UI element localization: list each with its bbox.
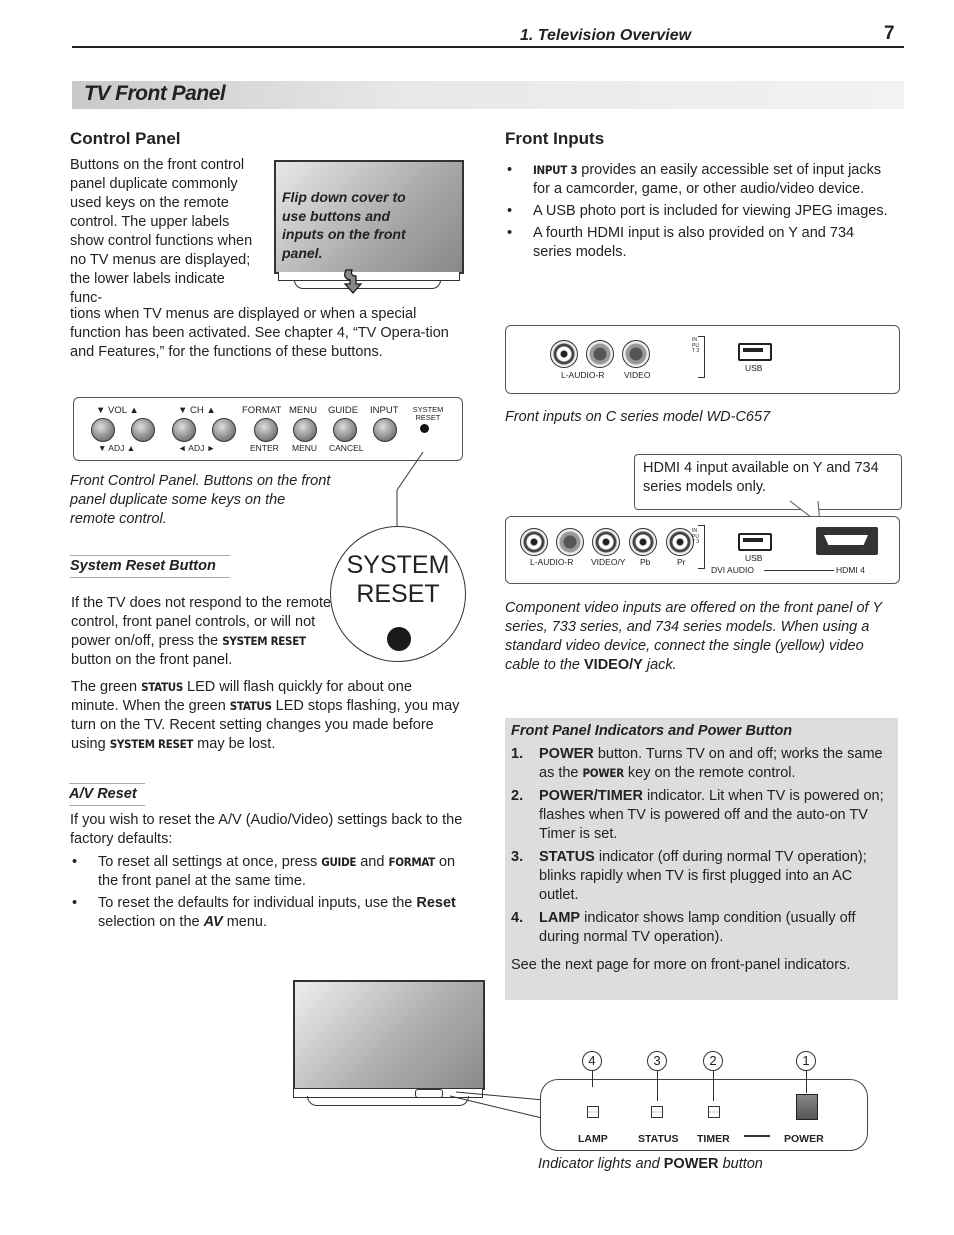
av-reset-intro: If you wish to reset the A/V (Audio/Video) settings back to the factory defaults: <box>70 812 463 847</box>
system-reset-callout <box>330 526 466 662</box>
system-reset-callout-label: SYSTEM RESET <box>346 551 450 608</box>
control-panel-heading: Control Panel <box>70 129 181 148</box>
callout-num-3: 3 <box>647 1051 667 1071</box>
hdmi-port <box>816 527 878 555</box>
timer-label: TIMER <box>697 1133 730 1145</box>
callout-num-2: 2 <box>703 1051 723 1071</box>
panel-vol-label: ▼ VOL ▲ <box>96 405 139 416</box>
header-rule <box>72 46 904 48</box>
ch-down-button[interactable] <box>172 418 196 442</box>
system-reset-key: SYSTEM RESET <box>222 634 306 648</box>
c-usb-label: USB <box>745 363 763 373</box>
panel-ch-label: ▼ CH ▲ <box>178 405 216 416</box>
panel-system-reset-label: SYSTEM RESET <box>412 405 444 422</box>
indicators-footer: See the next page for more on front-panel indicators. <box>511 957 851 973</box>
front-inputs-item-1: • INPUT 3 provides an easily accessible set of input jacks for a camcorder, game, or other audio/video device. <box>505 161 895 199</box>
front-inputs-item-2: • A USB photo port is included for viewing JPEG images. <box>505 202 895 221</box>
y-series-input-panel <box>505 516 900 584</box>
control-panel-intro-cont: tions when TV menus are displayed or when a special function has been activated. See chapter 4, “TV Opera-tion and Features,” for the functions of these buttons. <box>70 306 449 360</box>
panel-format-label: FORMAT <box>242 405 282 416</box>
y-hdmi-label: HDMI 4 <box>836 565 865 575</box>
y-audio-l-jack <box>520 528 548 556</box>
indicator-item-status: 3. STATUS indicator (off during normal TV operation); blinks rapidly when TV is first plugged into an AC outlet. <box>511 849 867 903</box>
front-inputs-list <box>505 161 895 265</box>
panel-enter-label: ENTER <box>250 443 279 453</box>
power-label: POWER <box>784 1133 824 1145</box>
status-indicator <box>651 1106 663 1118</box>
c-series-caption: Front inputs on C series model WD-C657 <box>505 409 771 425</box>
audio-l-jack <box>550 340 578 368</box>
lamp-indicator <box>587 1106 599 1118</box>
y-video-label: VIDEO/Y <box>591 557 626 567</box>
y-pr-jack <box>666 528 694 556</box>
system-reset-button[interactable] <box>420 424 429 433</box>
menu-button[interactable] <box>293 418 317 442</box>
panel-adj1-label: ▼ ADJ ▲ <box>98 443 136 453</box>
panel-adj2-label: ◄ ADJ ► <box>178 443 216 453</box>
hdmi-callout <box>634 454 902 510</box>
control-panel-caption: Front Control Panel. Buttons on the front panel duplicate some keys on the remote control. <box>70 473 331 527</box>
c-input3-label: INPUT 3 <box>692 337 700 354</box>
page-number: 7 <box>884 23 895 44</box>
indicator-caption: Indicator lights and POWER button <box>538 1156 763 1172</box>
input-button[interactable] <box>373 418 397 442</box>
av-reset-item-2: • To reset the defaults for individual inputs, use the Reset selection on the AV menu. <box>70 894 465 932</box>
y-video-jack <box>592 528 620 556</box>
chapter-title: 1. Television Overview <box>520 27 692 44</box>
y-input3-label: INPUT 3 <box>692 528 700 545</box>
vol-up-button[interactable] <box>131 418 155 442</box>
av-reset-subhead: A/V Reset <box>69 783 145 806</box>
audio-r-jack <box>586 340 614 368</box>
vol-down-button[interactable] <box>91 418 115 442</box>
callout-num-1: 1 <box>796 1051 816 1071</box>
format-button[interactable] <box>254 418 278 442</box>
tv-indicator-area <box>415 1089 443 1098</box>
y-dvi-label: DVI AUDIO <box>711 565 754 575</box>
c-video-label: VIDEO <box>624 370 651 380</box>
y-pr-label: Pr <box>677 557 686 567</box>
av-reset-item-1: • To reset all settings at once, press GUIDE and FORMAT on the front panel at the same time. <box>70 853 465 891</box>
system-reset-paragraph-2: The green STATUS LED will flash quickly for about one minute. When the green STATUS LED stops flashing, you may turn on the TV. Recent setting changes you made before using SYSTEM RESET may be lost. <box>71 679 460 752</box>
section-title: TV Front Panel <box>84 82 226 105</box>
system-reset-subhead: System Reset Button <box>70 555 230 578</box>
status-label: STATUS <box>638 1133 679 1145</box>
system-reset-paragraph-1: If the TV does not respond to the remote control, front panel controls, or will not power on/off, press the SYSTEM RESET button on the front panel. <box>71 595 332 668</box>
indicators-title: Front Panel Indicators and Power Button <box>511 723 793 739</box>
c-audio-label: L-AUDIO-R <box>561 370 605 380</box>
power-button[interactable] <box>796 1094 818 1120</box>
indicator-item-lamp: 4. LAMP indicator shows lamp condition (usually off during normal TV operation). <box>511 910 856 945</box>
y-pb-jack <box>629 528 657 556</box>
panel-cancel-label: CANCEL <box>329 443 364 453</box>
tv-flip-cover-illustration <box>274 160 464 295</box>
reset-leader-lines <box>380 440 440 540</box>
hdmi-callout-text: HDMI 4 input available on Y and 734 series models only. <box>643 460 879 495</box>
y-usb-label: USB <box>745 553 763 563</box>
y-audio-label: L-AUDIO-R <box>530 557 574 567</box>
y-pb-label: Pb <box>640 557 651 567</box>
ch-up-button[interactable] <box>212 418 236 442</box>
lamp-label: LAMP <box>578 1133 608 1145</box>
y-series-caption: Component video inputs are offered on the front panel of Y series, 733 series, and 734 series models. When using a standard video device, connect the single (yellow) video cable to the VIDEO/Y jack. <box>505 600 882 673</box>
panel-guide-label: GUIDE <box>328 405 359 416</box>
control-panel-intro: Buttons on the front control panel duplicate commonly used keys on the remote control. The upper labels show control functions when no TV menus are displayed; the lower labels indicate func- <box>70 157 253 306</box>
system-reset-callout-button <box>387 627 411 651</box>
indicator-diagram <box>540 1046 870 1152</box>
video-jack <box>622 340 650 368</box>
front-inputs-heading: Front Inputs <box>505 129 605 148</box>
front-inputs-item-3: • A fourth HDMI input is also provided on Y and 734 series models. <box>505 224 895 262</box>
guide-button[interactable] <box>333 418 357 442</box>
flip-cover-note: Flip down cover to use buttons and inputs on the front panel. <box>282 189 406 261</box>
tv-illustration <box>293 980 485 1108</box>
y-usb-port <box>738 533 772 551</box>
panel-menu-lower-label: MENU <box>292 443 318 453</box>
down-arrow-icon <box>342 268 364 294</box>
timer-indicator <box>708 1106 720 1118</box>
av-reset-list <box>70 853 465 935</box>
c-usb-port <box>738 343 772 361</box>
panel-input-label: INPUT <box>370 405 399 416</box>
indicators-list <box>511 745 893 951</box>
callout-num-4: 4 <box>582 1051 602 1071</box>
c-series-input-panel <box>505 325 900 394</box>
indicator-leader-lines <box>440 1090 550 1130</box>
panel-menu-label: MENU <box>289 405 317 416</box>
indicator-item-power-timer: 2. POWER/TIMER indicator. Lit when TV is powered on; flashes when TV is powered off and the auto-on TV Timer is set. <box>511 788 884 842</box>
y-audio-r-jack <box>556 528 584 556</box>
indicator-item-power: 1. POWER button. Turns TV on and off; works the same as the POWER key on the remote control. <box>511 746 883 781</box>
